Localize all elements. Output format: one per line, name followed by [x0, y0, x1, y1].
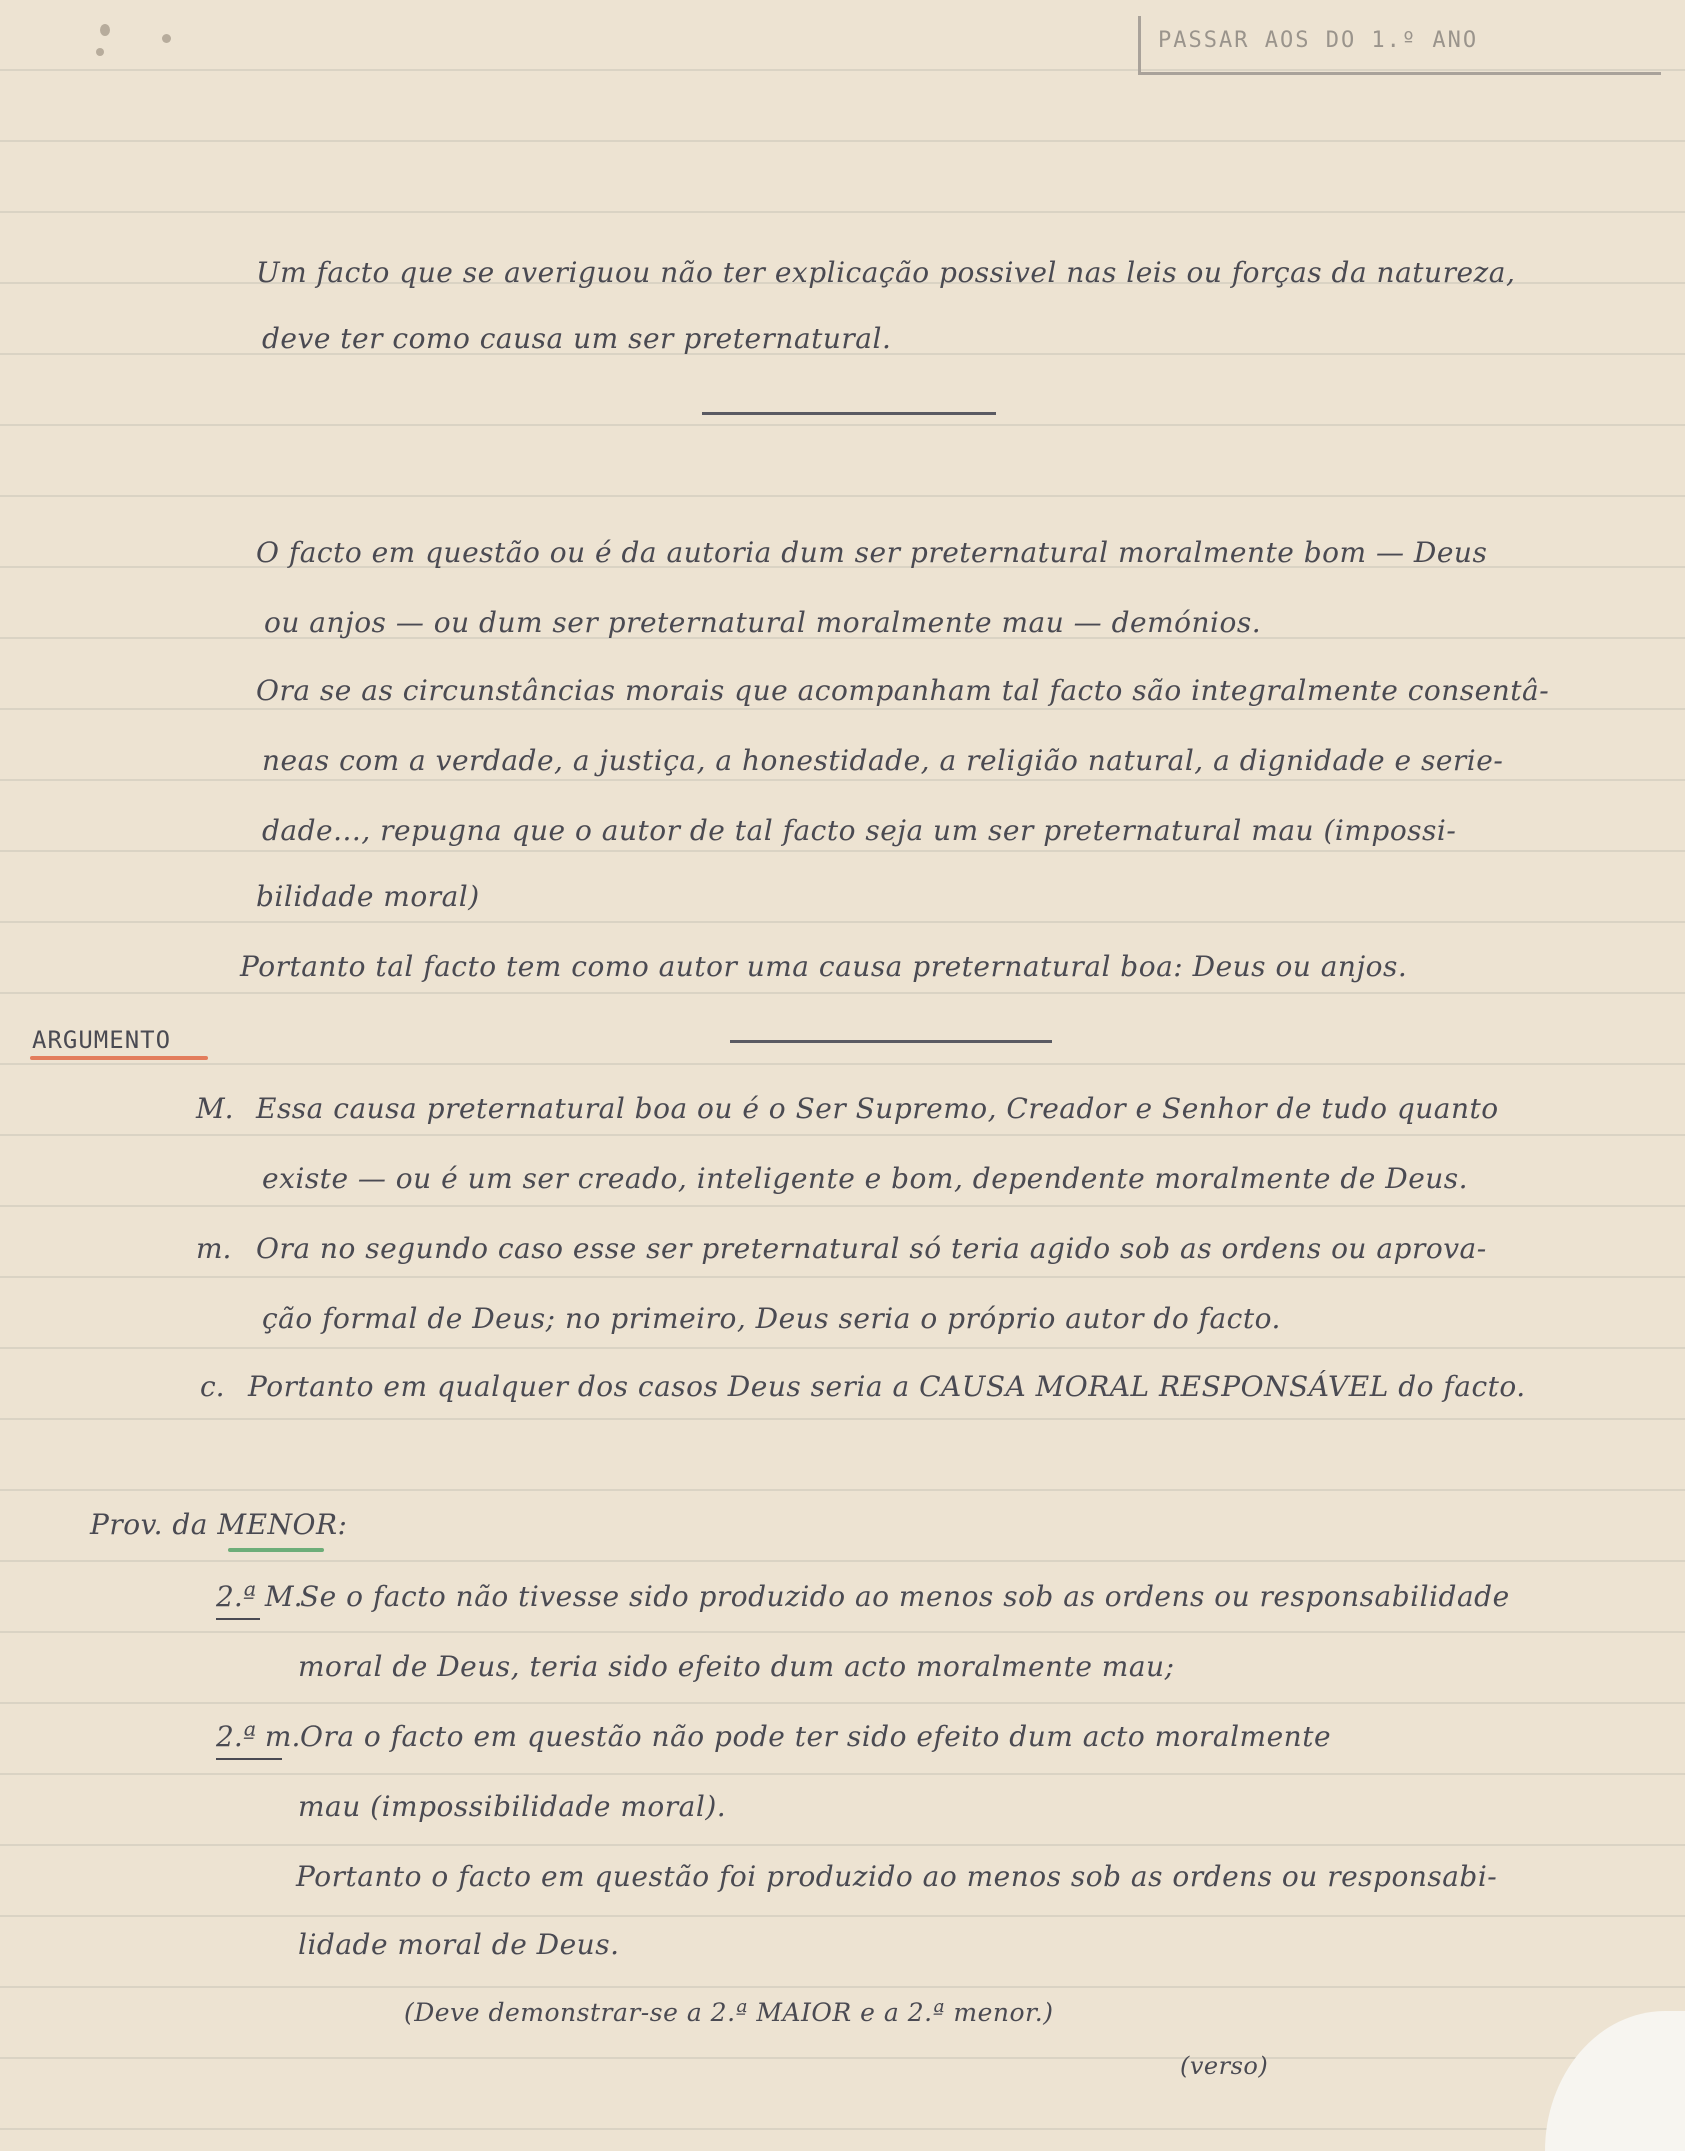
paper-stain — [100, 24, 110, 36]
intro-line: deve ter como causa um ser preternatural. — [262, 322, 892, 355]
proof-heading: Prov. da MENOR: — [90, 1508, 348, 1541]
paragraph-line: neas com a verdade, a justiça, a honestidade, a religião natural, a dignidade e serie- — [262, 744, 1504, 777]
paragraph-line: bilidade moral) — [256, 880, 480, 913]
argument-line: Portanto em qualquer dos casos Deus seria a CAUSA MORAL RESPONSÁVEL do facto. — [248, 1370, 1526, 1403]
proof-line: Se o facto não tivesse sido produzido ao menos sob as ordens ou responsabilidade — [300, 1580, 1510, 1613]
archive-stamp: PASSAR AOS DO 1.º ANO — [1158, 28, 1479, 53]
torn-corner — [1545, 2011, 1685, 2151]
paper-stain — [96, 48, 104, 56]
paragraph-line: Portanto tal facto tem como autor uma causa preternatural boa: Deus ou anjos. — [240, 950, 1408, 983]
argument-line: ção formal de Deus; no primeiro, Deus seria o próprio autor do facto. — [262, 1302, 1281, 1335]
paragraph-line: Ora se as circunstâncias morais que acompanham tal facto são integralmente consentâ- — [256, 674, 1550, 707]
argument-line: existe — ou é um ser creado, inteligente e bom, dependente moralmente de Deus. — [262, 1162, 1469, 1195]
argument-line: Ora no segundo caso esse ser preternatural só teria agido sob as ordens ou aprova- — [256, 1232, 1487, 1265]
proof-line: lidade moral de Deus. — [298, 1928, 620, 1961]
proof-line: Ora o facto em questão não pode ter sido efeito dum acto moralmente — [300, 1720, 1332, 1753]
argument-label: ARGUMENTO — [32, 1026, 172, 1054]
argument-label-underline — [30, 1056, 208, 1060]
argument-prefix: c. — [200, 1370, 225, 1403]
paragraph-line: dade..., repugna que o autor de tal facto seja um ser preternatural mau (impossi- — [262, 814, 1457, 847]
argument-prefix: m. — [196, 1232, 232, 1265]
proof-line: mau (impossibilidade moral). — [298, 1790, 727, 1823]
separator-rule — [702, 412, 996, 415]
proof-line: Portanto o facto em questão foi produzido ao menos sob as ordens ou responsabi- — [296, 1860, 1498, 1893]
paper-stain — [162, 34, 171, 43]
proof-prefix: 2.ª M. — [216, 1580, 303, 1613]
argument-prefix: M. — [196, 1092, 234, 1125]
proof-prefix: 2.ª m. — [216, 1720, 301, 1753]
proof-note: (Deve demonstrar-se a 2.ª MAIOR e a 2.ª menor.) — [404, 1998, 1054, 2027]
menor-underline — [228, 1548, 324, 1552]
argument-line: Essa causa preternatural boa ou é o Ser Supremo, Creador e Senhor de tudo quanto — [256, 1092, 1499, 1125]
intro-line: Um facto que se averiguou não ter explicação possivel nas leis ou forças da natureza, — [256, 256, 1516, 289]
paragraph-line: O facto em questão ou é da autoria dum ser preternatural moralmente bom — Deus — [256, 536, 1488, 569]
paragraph-line: ou anjos — ou dum ser preternatural moralmente mau — demónios. — [264, 606, 1262, 639]
prefix-underline — [216, 1758, 282, 1760]
prefix-underline — [216, 1618, 260, 1620]
proof-line: moral de Deus, teria sido efeito dum acto moralmente mau; — [298, 1650, 1175, 1683]
separator-rule — [730, 1040, 1052, 1043]
verso-note: (verso) — [1180, 2052, 1269, 2080]
